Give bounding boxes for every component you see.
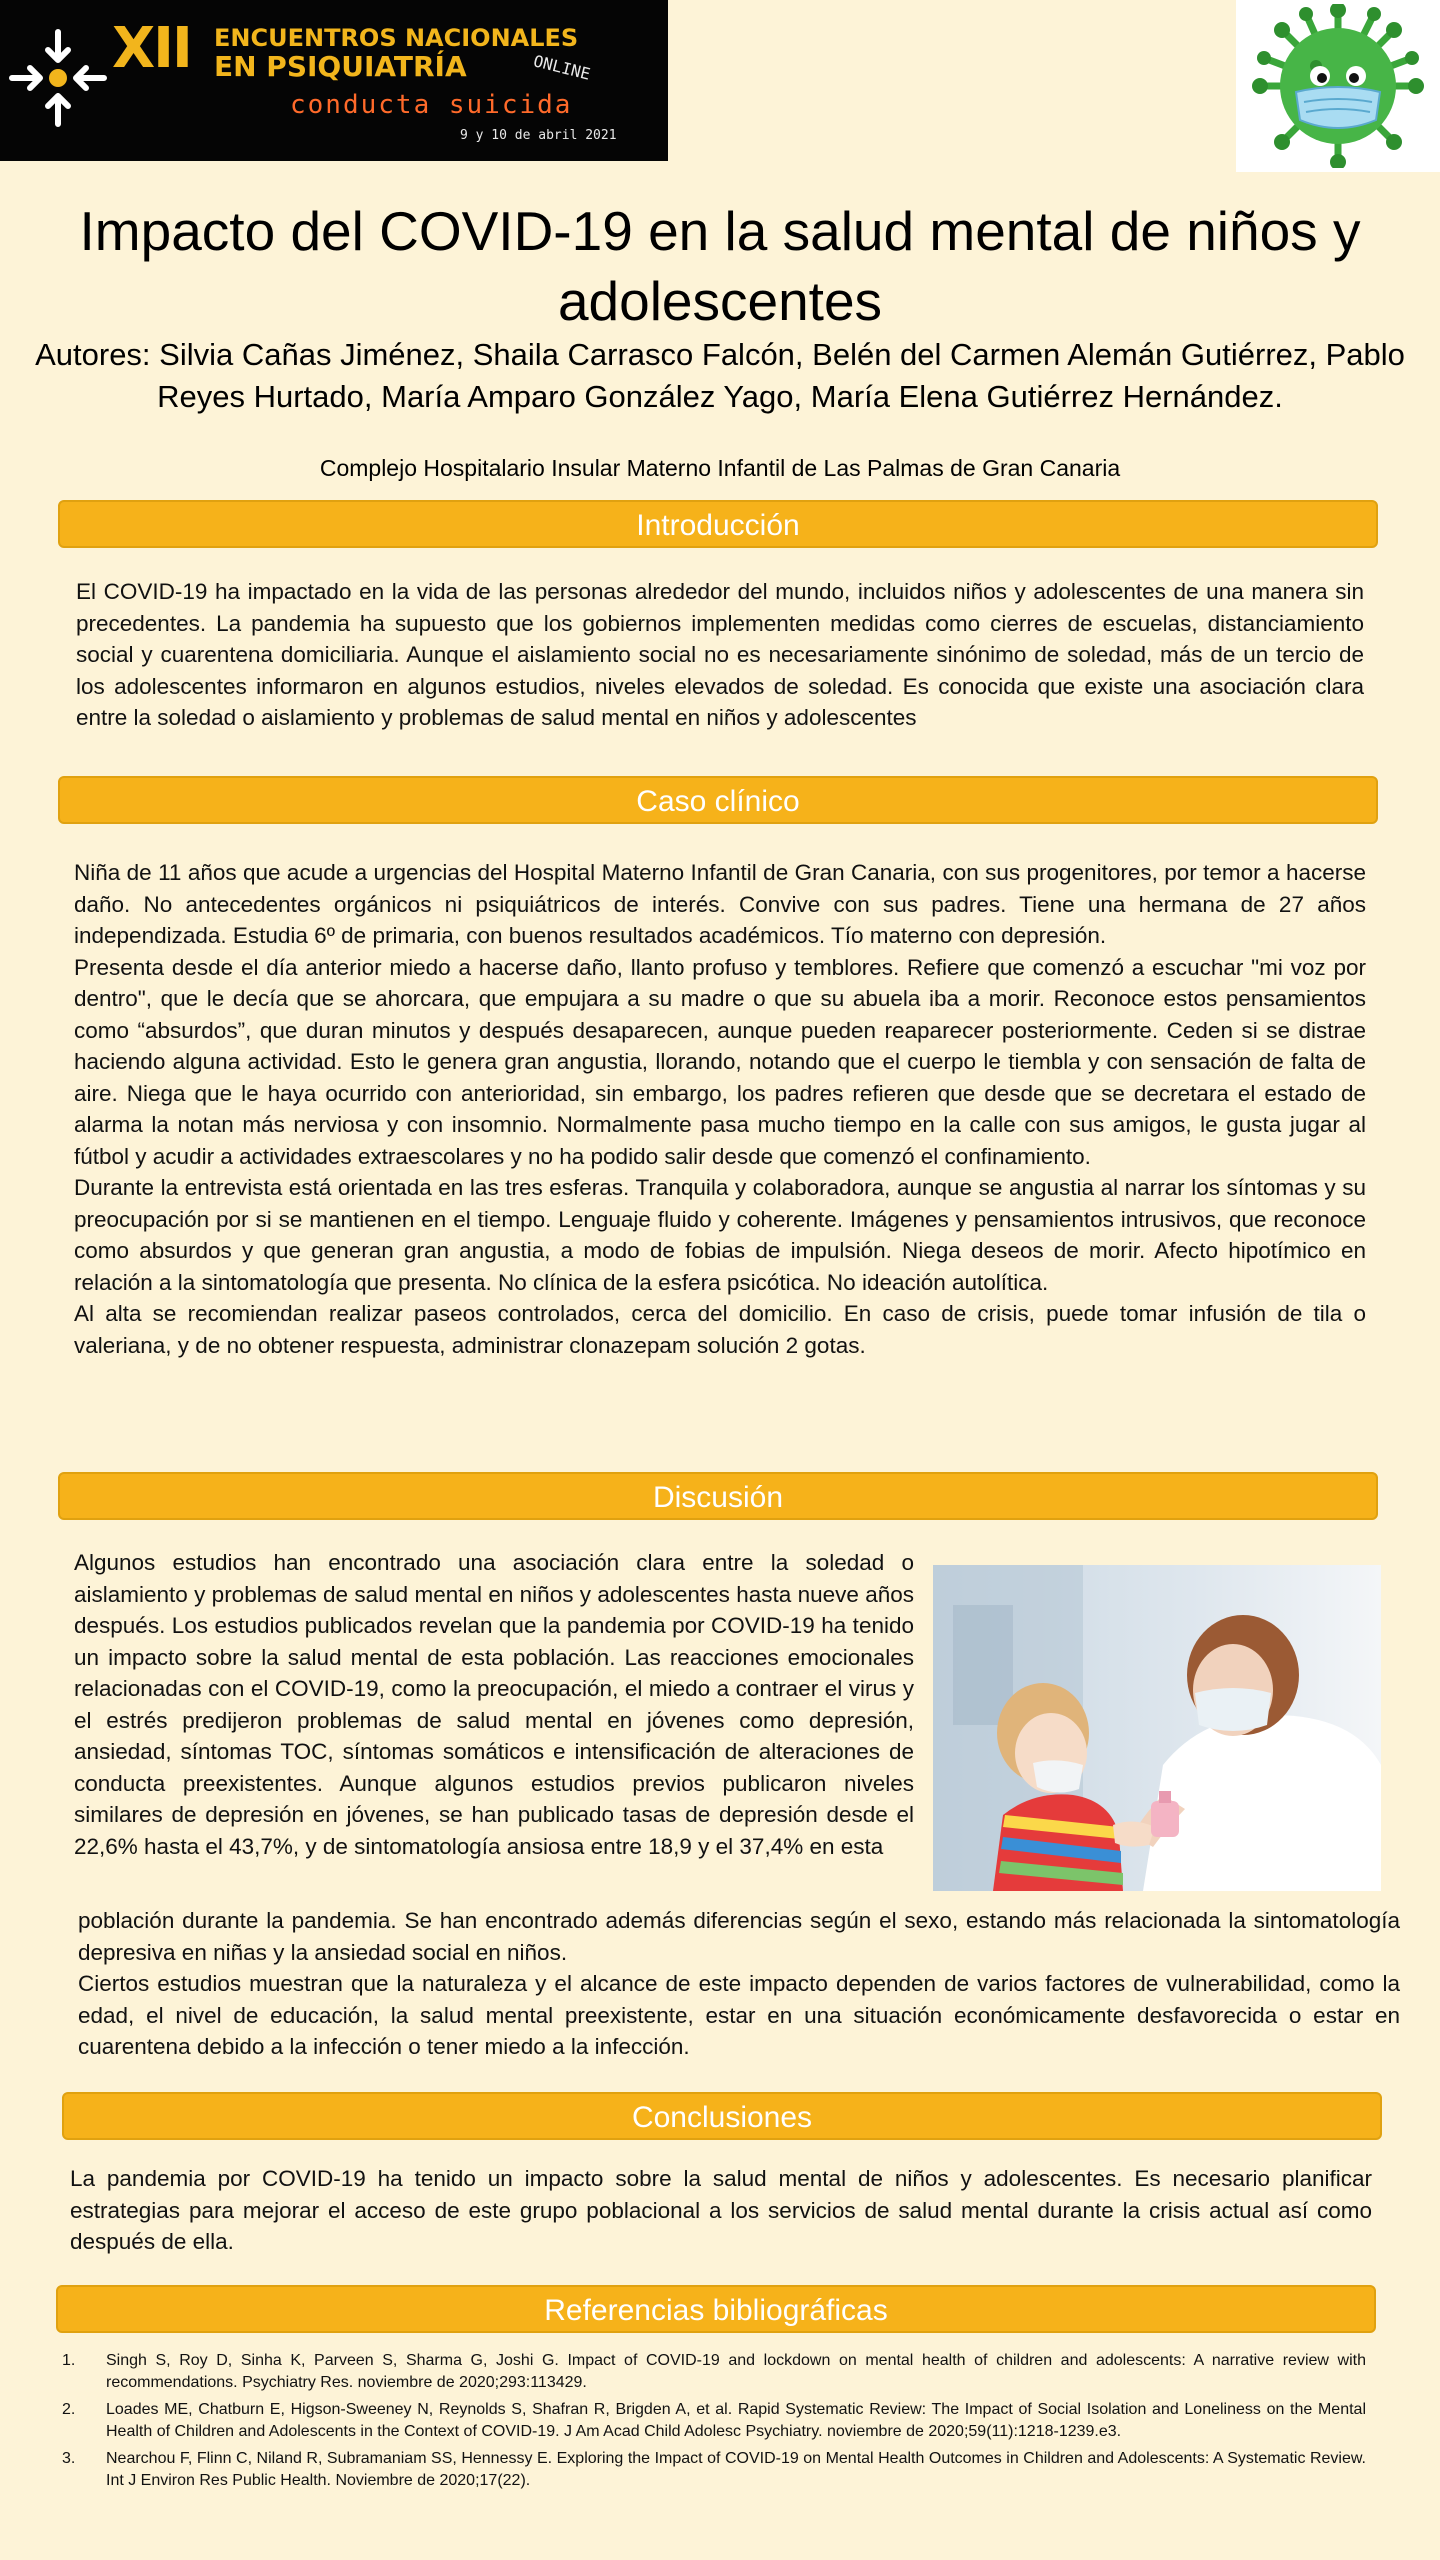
references-list	[56, 2350, 1366, 2497]
caso-paragraph-1: Niña de 11 años que acude a urgencias del Hospital Materno Infantil de Gran Canaria, con sus progenitores, por temor a hacerse daño. No antecedentes orgánicos ni psiquiátricos de interés. Convive con sus padres. Tiene una hermana de 27 años independizada. Estudia 6º de primaria, con buenos resultados académicos. Tío materno con depresión.	[74, 860, 1366, 948]
section-header-discusion: Discusión	[58, 1472, 1378, 1520]
conclusiones-text	[70, 2163, 1372, 2258]
arrows-converging-icon	[8, 28, 108, 128]
conclusiones-paragraph: La pandemia por COVID-19 ha tenido un impacto sobre la salud mental de niños y adolescentes. Es necesario planificar estrategias para mejorar el acceso de este grupo poblacional a los servicios de salud mental durante la crisis actual así como después de ella.	[70, 2166, 1372, 2254]
reference-number: 1.	[62, 2352, 76, 2369]
caso-paragraph-2: Presenta desde el día anterior miedo a hacerse daño, llanto profuso y temblores. Refiere que comenzó a escuchar "mi voz por dentro", que le decía que se ahorcara, que empujara a su madre o que su abuela iba a morir. Reconoce estos pensamientos como “absurdos”, que duran minutos y después desaparecen, aunque pueden reaparecer posteriormente. Ceden si se distrae haciendo alguna actividad. Esto le genera gran angustia, llorando, notando que el cuerpo le tiembla y con sensación de falta de aire. Niega que le haya ocurrido con anterioridad, sin embargo, los padres refieren que desde que se decretara el estado de alarma la notan más nerviosa y con insomnio. Normalmente pasa mucho tiempo en la calle con sus amigos, le gusta jugar al fútbol y acudir a actividades extraescolares y no ha podido salir desde que comenzó el confinamiento.	[74, 954, 1366, 1169]
section-header-introduccion: Introducción	[58, 500, 1378, 548]
reference-text: Loades ME, Chatburn E, Higson-Sweeney N, Reynolds S, Shafran R, Brigden A, et al. Rapid Systematic Review: The Impact of Social Isolation and Loneliness on the Mental Health of Children and Adolescents in the Context of COVID-19. J Am Acad Child Adolesc Psychiatry. noviembre de 2020;59(11):1218-1239.e3.	[106, 2401, 1366, 2440]
discusion-paragraph-2: población durante la pandemia. Se han encontrado además diferencias según el sexo, estando más relacionada la sintomatología depresiva en niñas y la ansiedad social en niños.	[78, 1908, 1400, 1965]
reference-text: Nearchou F, Flinn C, Niland R, Subramaniam SS, Hennessy E. Exploring the Impact of COVID-19 on Mental Health Outcomes in Children and Adolescents: A Systematic Review. Int J Environ Res Public Health. Noviembre de 2020;17(22).	[106, 2450, 1366, 2489]
intro-text	[76, 576, 1364, 734]
caso-paragraph-3: Durante la entrevista está orientada en las tres esferas. Tranquila y colaboradora, aunque se angustia al narrar los síntomas y su preocupación por si se mantienen en el tiempo. Lenguaje fluido y coherente. Imágenes y pensamientos intrusivos, que reconoce como absurdos y que generan gran angustia, a modo de fobias de impulsión. Niega deseos de morir. Afecto hipotímico en relación a la sintomatología que presenta. No clínica de la esfera psicótica. No ideación autolítica.	[74, 1175, 1366, 1295]
banner-line-1: ENCUENTROS NACIONALES	[214, 24, 579, 52]
reference-number: 3.	[62, 2450, 76, 2467]
section-header-referencias: Referencias bibliográficas	[56, 2285, 1376, 2333]
event-banner	[0, 0, 668, 161]
intro-paragraph: El COVID-19 ha impactado en la vida de las personas alrededor del mundo, incluidos niños y adolescentes de una manera sin precedentes. La pandemia ha supuesto que los gobiernos implementen medidas como cierres de escuelas, distanciamiento social y cuarentena domiciliaria. Aunque el aislamiento social no es necesariamente sinónimo de soledad, más de un tercio de los adolescentes informaron en algunos estudios, niveles elevados de soledad. Es conocida que existe una asociación clara entre la soledad o aislamiento y problemas de salud mental en niños y adolescentes	[76, 579, 1364, 730]
discusion-text-continued	[78, 1905, 1400, 2063]
reference-item	[56, 2350, 1366, 2394]
authors: Autores: Silvia Cañas Jiménez, Shaila Carrasco Falcón, Belén del Carmen Alemán Gutiérrez, Pablo Reyes Hurtado, María Amparo González Yago, María Elena Gutiérrez Hernández.	[35, 337, 1405, 414]
reference-item	[56, 2448, 1366, 2492]
reference-number: 2.	[62, 2401, 76, 2418]
reference-text: Singh S, Roy D, Sinha K, Parveen S, Sharma G, Joshi G. Impact of COVID-19 and lockdown on mental health of children and adolescents: A narrative review with recommendations. Psychiatry Res. noviembre de 2020;293:113429.	[106, 2352, 1366, 2391]
reference-item	[56, 2399, 1366, 2443]
mother-child-hand-sanitizer-photo	[933, 1565, 1381, 1891]
discusion-text-column	[74, 1547, 914, 1862]
banner-online: ONLINE	[531, 51, 593, 84]
banner-subtitle: conducta suicida	[290, 90, 573, 120]
masked-coronavirus-icon	[1250, 4, 1426, 168]
discusion-paragraph-3: Ciertos estudios muestran que la naturaleza y el alcance de este impacto dependen de varios factores de vulnerabilidad, como la edad, el nivel de educación, la salud mental preexistente, estar en una situación económicamente desfavorecida o estar en cuarentena debido a la infección o tener miedo a la infección.	[78, 1971, 1400, 2059]
banner-line-2: EN PSIQUIATRÍA	[214, 50, 467, 83]
banner-date: 9 y 10 de abril 2021	[460, 128, 617, 143]
section-header-conclusiones: Conclusiones	[62, 2092, 1382, 2140]
edition-numeral: XII	[112, 16, 191, 81]
institution: Complejo Hospitalario Insular Materno Infantil de Las Palmas de Gran Canaria	[319, 455, 1121, 481]
section-header-caso-clinico: Caso clínico	[58, 776, 1378, 824]
caso-paragraph-4: Al alta se recomiendan realizar paseos controlados, cerca del domicilio. En caso de crisis, puede tomar infusión de tila o valeriana, y de no obtener respuesta, administrar clonazepam solución 2 gotas.	[74, 1301, 1366, 1358]
virus-illustration	[1236, 0, 1440, 172]
discusion-paragraph-1: Algunos estudios han encontrado una asociación clara entre la soledad o aislamiento y problemas de salud mental en niños y adolescentes hasta nueve años después. Los estudios publicados revelan que la pandemia por COVID-19 ha tenido un impacto sobre la salud mental de esta población. Las reacciones emocionales relacionadas con el COVID-19, como la preocupación, el miedo a contraer el virus y el estrés predijeron problemas de salud mental en jóvenes como depresión, ansiedad, síntomas TOC, síntomas somáticos e intensificación de alteraciones de conducta preexistentes. Aunque algunos estudios previos publicaron niveles similares de depresión en jóvenes, se han publicado tasas de depresión desde el 22,6% hasta el 43,7%, y de sintomatología ansiosa entre 18,9 y el 37,4% en esta	[74, 1550, 914, 1859]
poster-title: Impacto del COVID-19 en la salud mental de niños y adolescentes	[79, 200, 1361, 332]
caso-text	[74, 857, 1366, 1361]
